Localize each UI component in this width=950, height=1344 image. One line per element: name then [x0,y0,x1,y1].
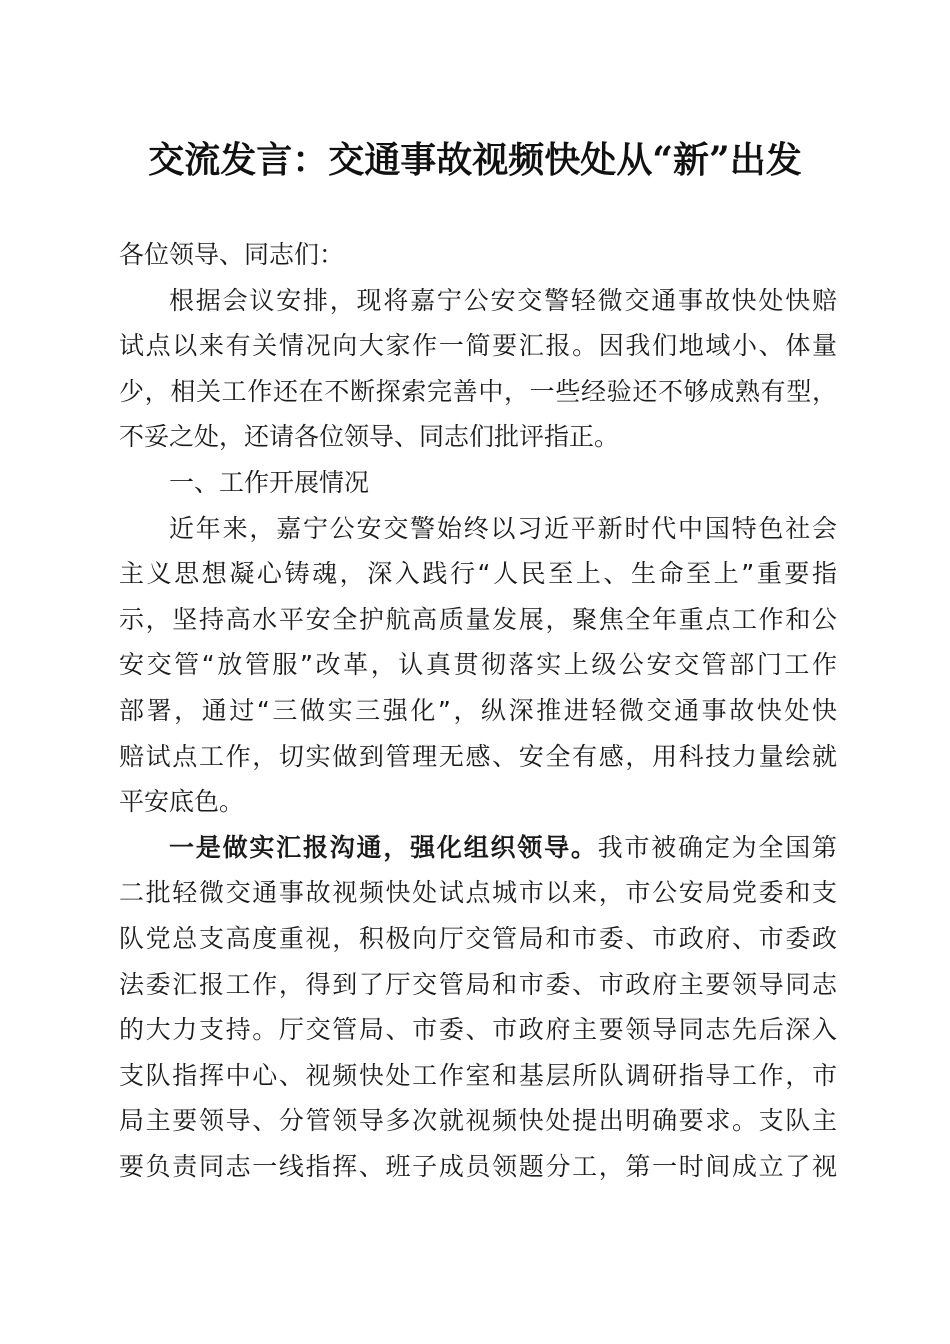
para2-line-2: 二批轻微交通事故视频快处试点城市以来，市公安局党委和支 [119,878,837,908]
para2-first-rest: 我市被确定为全国第 [597,832,837,862]
para1-line-1: 近年来，嘉宁公安交警始终以习近平新时代中国特色社会 [169,513,837,543]
para1-line-5: 部署，通过“三做实三强化”，纵深推进轻微交通事故快处快 [119,695,837,725]
salutation: 各位领导、同志们： [119,240,345,269]
para1-line-4: 安交管“放管服”改革，认真贯彻落实上级公安交管部门工作 [119,650,837,680]
para2-line-4: 法委汇报工作，得到了厅交管局和市委、市政府主要领导同志 [119,969,837,999]
para2-line-7: 局主要领导、分管领导多次就视频快处提出明确要求。支队主 [119,1106,837,1136]
para2-line-5: 的大力支持。厅交管局、市委、市政府主要领导同志先后深入 [119,1015,837,1045]
para1-line-6: 赔试点工作，切实做到管理无感、安全有感，用科技力量绘就 [119,741,837,771]
para2-lead: 一是做实汇报沟通，强化组织领导。 [169,832,598,862]
document-body [119,232,837,1189]
intro-line-4: 不妥之处，还请各位领导、同志们批评指正。 [119,422,620,452]
para1-line-3: 示，坚持高水平安全护航高质量发展，聚焦全年重点工作和公 [119,604,837,634]
section-heading: 一、工作开展情况 [169,467,370,497]
intro-line-2: 试点以来有关情况向大家作一简要汇报。因我们地域小、体量 [119,331,837,361]
para2-line-1 [119,825,837,871]
para2-line-3: 队党总支高度重视，积极向厅交管局和市委、市政府、市委政 [119,923,837,953]
para2-line-8: 要负责同志一线指挥、班子成员领题分工，第一时间成立了视 [119,1151,837,1181]
intro-line-3: 少，相关工作还在不断探索完善中，一些经验还不够成熟有型， [119,376,837,406]
intro-line-1: 根据会议安排，现将嘉宁公安交警轻微交通事故快处快赔 [169,285,837,315]
para1-line-7: 平安底色。 [119,787,245,817]
document-title: 交流发言：交通事故视频快处从“新”出发 [148,139,802,181]
para1-line-2: 主义思想凝心铸魂，深入践行“人民至上、生命至上”重要指 [119,559,837,589]
para2-line-6: 支队指挥中心、视频快处工作室和基层所队调研指导工作，市 [119,1060,837,1090]
